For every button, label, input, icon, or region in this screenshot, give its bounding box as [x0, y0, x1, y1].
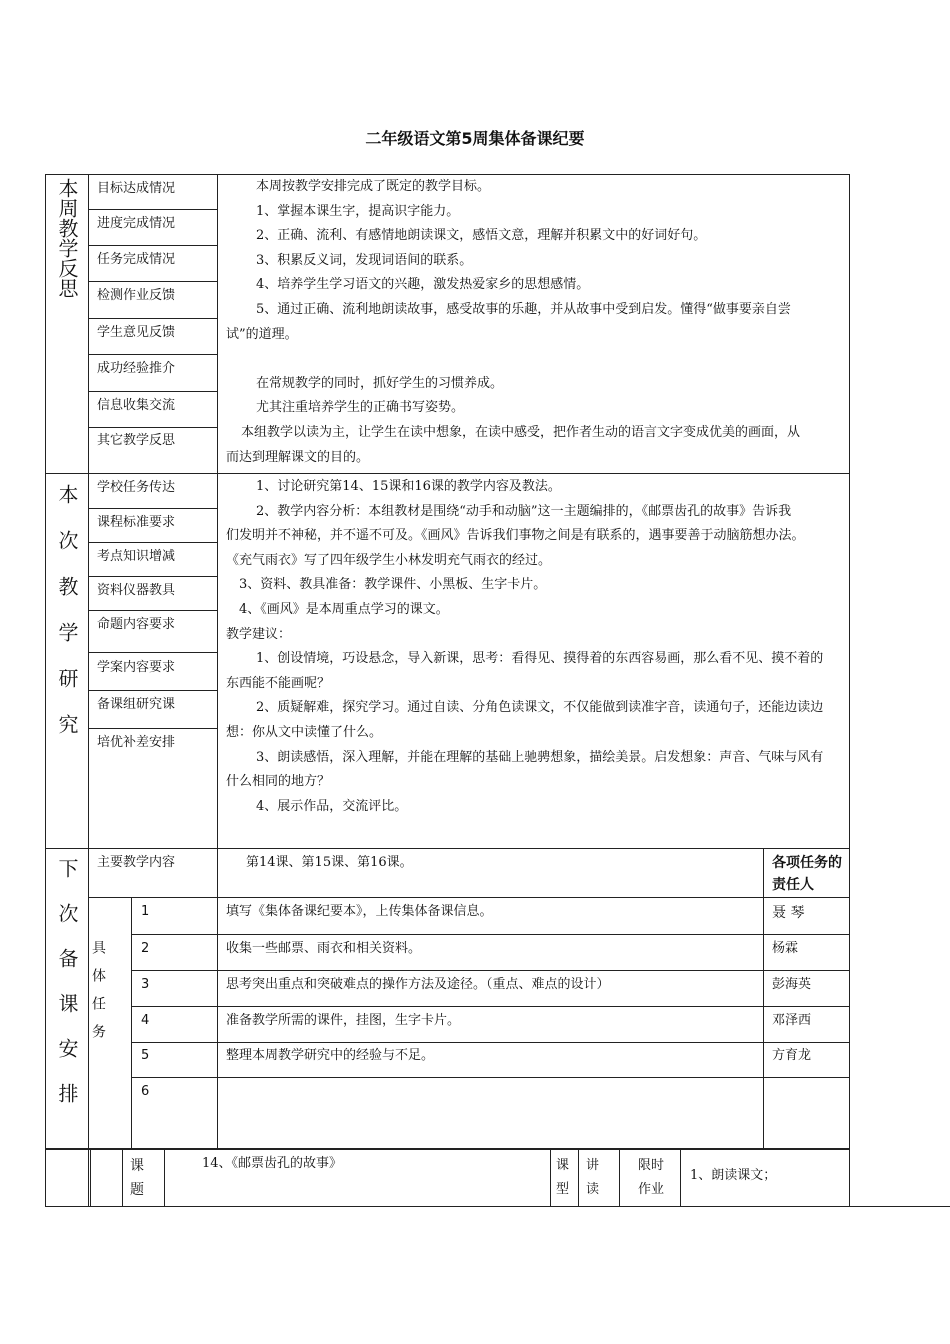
- s2-line: 3、资料、教具准备：教学课件、小黑板、生字卡片。: [239, 577, 547, 593]
- task-person: 杨霖: [772, 941, 799, 956]
- section1-label: [50, 178, 84, 298]
- s2-line: 东西能不能画呢？: [226, 675, 331, 691]
- s1-line: 在常规教学的同时，抓好学生的习惯养成。: [256, 375, 504, 391]
- type-label: 课型: [556, 1158, 570, 1197]
- s2-line: 想：你从文中读懂了什么。: [226, 724, 383, 740]
- s1-item-task: 任务完成情况: [97, 252, 176, 267]
- s2-line: 2、教学内容分析：本组教材是围绕“动手和动脑”这一主题编排的，《邮票齿孔的故事》告诉我: [256, 503, 792, 519]
- s2-line: 2、质疑解难，探究学习。通过自读、分角色读课文，不仅能做到读准字音，读通句子，还能边读边: [256, 700, 824, 716]
- s2-item-research: 备课组研究课: [97, 697, 176, 712]
- s1-line: 4、培养学生学习语文的兴趣，激发热爱家乡的思想感情。: [256, 277, 590, 293]
- s1-item-homework: 检测作业反馈: [97, 288, 176, 303]
- s2-line: 教学建议：: [226, 626, 292, 642]
- main-content-value: 第14课、第15课、第16课。: [246, 855, 413, 870]
- task-no: 5: [141, 1048, 150, 1063]
- task-person: 邓泽西: [772, 1013, 812, 1028]
- s1-line: 本周按教学安排完成了既定的教学目标。: [256, 179, 491, 194]
- task-person: 方育龙: [772, 1048, 812, 1063]
- task-text: 思考突出重点和突破难点的操作方法及途径。（重点、难点的设计）: [226, 977, 610, 992]
- task-no: 2: [141, 941, 150, 956]
- table-border-right: [849, 174, 850, 1207]
- section2-label-text: 本次教学研究: [55, 484, 79, 760]
- section3-label: [50, 858, 84, 1128]
- s2-item-standard: 课程标准要求: [97, 515, 176, 530]
- table-border-left: [45, 174, 46, 1207]
- s2-line: 4、《画风》是本周重点学习的课文。: [239, 601, 449, 617]
- task-person: 彭海英: [772, 977, 812, 992]
- s1-line: 而达到理解课文的目的。: [226, 449, 370, 465]
- task-no: 3: [141, 977, 150, 992]
- s2-line: 什么相同的地方？: [226, 774, 331, 790]
- s1-item-other: 其它教学反思: [97, 433, 176, 448]
- s1-line: 1、掌握本课生字，提高识字能力。: [256, 203, 460, 219]
- s1-item-feedback: 学生意见反馈: [97, 325, 176, 340]
- s2-item-exam: 命题内容要求: [97, 617, 176, 632]
- task-person: 聂 琴: [772, 905, 805, 921]
- s1-line: 尤其注重培养学生的正确书写姿势。: [256, 400, 465, 416]
- page-title: 二年级语文第5周集体备课纪要: [365, 129, 585, 148]
- s1-line: 本组教学以读为主，让学生在读中想象，在读中感受，把作者生动的语言文字变成优美的画面，从: [241, 424, 801, 440]
- s1-line-blank: [226, 347, 846, 372]
- task-label: 具体任务: [90, 940, 106, 1052]
- section2-content: [226, 475, 846, 819]
- task-text: 收集一些邮票、雨衣和相关资料。: [226, 941, 422, 956]
- homework-label: 限时作业: [638, 1158, 665, 1197]
- s1-item-info: 信息收集交流: [97, 398, 176, 413]
- homework-value: 1、朗读课文；: [690, 1168, 777, 1183]
- s2-item-tutoring: 培优补差安排: [97, 735, 176, 750]
- s2-line: 1、讨论研究第14、15课和16课的教学内容及教法。: [256, 479, 561, 494]
- s1-item-experience: 成功经验推介: [97, 361, 176, 376]
- s2-item-points: 考点知识增减: [97, 549, 176, 564]
- responsible-header: 各项任务的责任人: [772, 855, 842, 893]
- topic-value: 14、《邮票齿孔的故事》: [202, 1156, 343, 1171]
- s1-line: 3、积累反义词，发现词语间的联系。: [256, 252, 473, 268]
- topic-label: 课题: [130, 1158, 144, 1198]
- s1-line: 5、通过正确、流利地朗读故事，感受故事的乐趣，并从故事中受到启发。懂得“做事要亲自尝: [256, 301, 791, 317]
- s2-line: 们发明并不神秘，并不遥不可及。《画风》告诉我们事物之间是有联系的，遇事要善于动脑筋想办法。: [226, 528, 805, 544]
- section1-content: [226, 175, 846, 470]
- s1-item-goal: 目标达成情况: [97, 181, 176, 196]
- type-value: 讲读: [586, 1158, 600, 1197]
- s2-line: 1、创设情境，巧设悬念，导入新课，思考：看得见、摸得着的东西容易画，那么看不见、摸不着的: [256, 651, 824, 667]
- s2-item-plan: 学案内容要求: [97, 660, 176, 675]
- section2-label: [50, 484, 84, 760]
- task-no: 6: [141, 1084, 150, 1099]
- s2-line: 《充气雨衣》写了四年级学生小林发明充气雨衣的经过。: [226, 552, 552, 568]
- s1-item-progress: 进度完成情况: [97, 216, 176, 231]
- section1-label-text: 本周教学反思: [55, 178, 79, 298]
- s2-line: 4、展示作品，交流评比。: [256, 798, 408, 814]
- s2-item-materials: 资料仪器教具: [97, 583, 176, 598]
- s1-line: 2、正确、流利、有感情地朗读课文，感悟文意，理解并积累文中的好词好句。: [256, 228, 707, 244]
- section3-label-text: 下次备课安排: [55, 858, 79, 1128]
- task-no: 4: [141, 1013, 150, 1028]
- main-content-label: 主要教学内容: [97, 855, 176, 870]
- task-no: 1: [141, 904, 150, 919]
- task-text: 整理本周教学研究中的经验与不足。: [226, 1048, 435, 1063]
- s1-line: 试”的道理。: [226, 326, 298, 342]
- s2-item-school: 学校任务传达: [97, 480, 176, 495]
- task-text: 准备教学所需的课件，挂图，生字卡片。: [226, 1013, 461, 1028]
- task-text: 填写《集体备课纪要本》，上传集体备课信息。: [226, 904, 493, 919]
- s2-line: 3、朗读感悟，深入理解，并能在理解的基础上驰骋想象，描绘美景。启发想象：声音、气味与风有: [256, 749, 824, 765]
